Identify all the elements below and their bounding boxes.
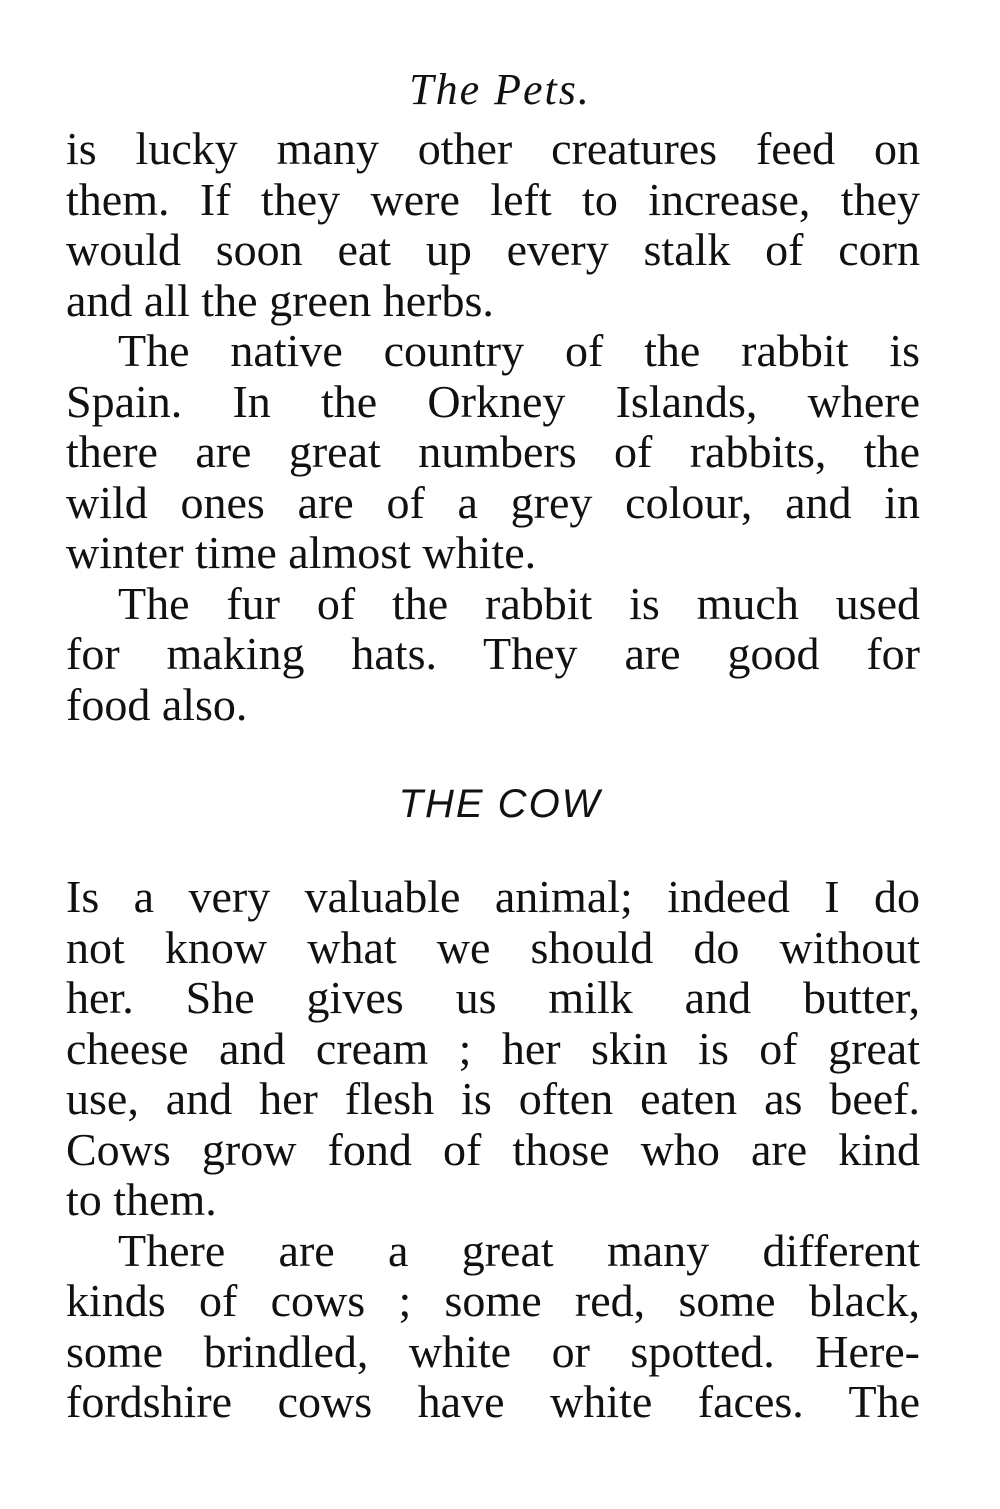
text-line: There are a great many different <box>118 1224 920 1276</box>
paragraph <box>66 1226 920 1428</box>
section-rabbit <box>66 124 920 730</box>
text-line: and all the green herbs. <box>66 274 494 326</box>
text-line: The fur of the rabbit is much used <box>118 577 920 629</box>
text-line: them. If they were left to increase, they <box>66 173 920 225</box>
paragraph <box>66 326 920 579</box>
paragraph <box>66 124 920 326</box>
text-line: Is a very valuable animal; indeed I do <box>66 871 920 922</box>
text-line: cheese and cream ; her skin is of great <box>66 1022 920 1074</box>
text-line: winter time almost white. <box>66 527 537 578</box>
text-line: The native country of the rabbit is <box>118 325 920 376</box>
text-line: her. She gives us milk and butter, <box>66 972 920 1023</box>
text-line: Cows grow fond of those who are kind <box>66 1123 920 1175</box>
text-line: is lucky many other creatures feed on <box>66 123 920 174</box>
paragraph <box>66 579 920 731</box>
text-line: to them. <box>66 1174 217 1225</box>
running-head: The Pets. <box>409 65 591 114</box>
section-heading: THE COW <box>398 782 602 826</box>
book-page <box>66 60 920 1428</box>
text-line: would soon eat up every stalk of corn <box>66 224 920 275</box>
text-line: for making hats. They are good for <box>66 628 920 679</box>
text-line: Spain. In the Orkney Islands, where <box>66 375 920 427</box>
text-line: fordshire cows have white faces. The <box>66 1376 920 1427</box>
text-line: there are great numbers of rabbits, the <box>66 426 920 477</box>
text-line: some brindled, white or spotted. Here- <box>66 1325 920 1377</box>
text-line: food also. <box>66 678 248 730</box>
text-line: kinds of cows ; some red, some black, <box>66 1275 920 1326</box>
section-cow <box>66 872 920 1428</box>
paragraph <box>66 872 920 1226</box>
text-line: wild ones are of a grey colour, and in <box>66 476 920 528</box>
text-line: not know what we should do without <box>66 921 920 973</box>
text-line: use, and her flesh is often eaten as beef. <box>66 1073 920 1124</box>
